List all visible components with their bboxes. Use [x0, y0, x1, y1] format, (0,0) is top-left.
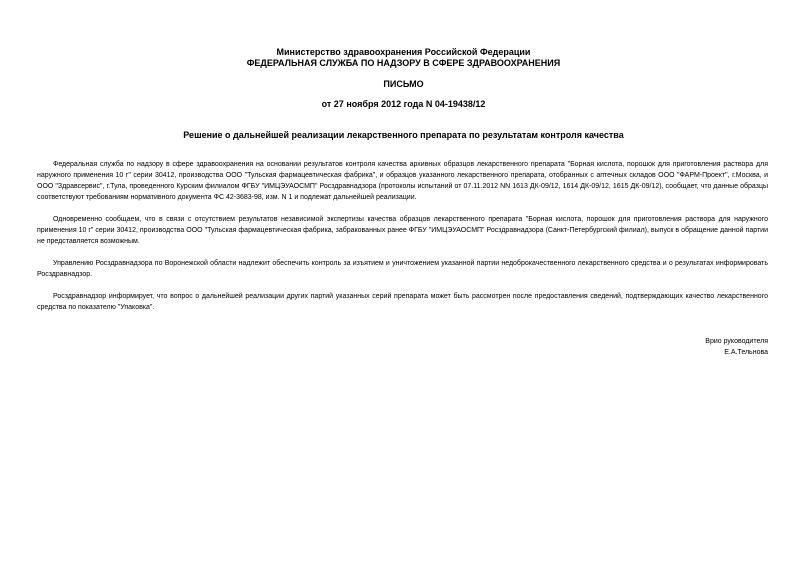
signatory-title: Врио руководителя [705, 338, 768, 345]
paragraph-1: Федеральная служба по надзору в сфере здравоохранения на основании результатов контроля качества архивных образцов лекарственного препарата "Борная кислота, порошок для приготовления раствора для наружного применения 10 г" серии 30412, производства ООО "Тульская фармацевтическая фабрика", и образцов указанного лекарственного препарата, отобранных с аптечных складов ООО "ФАРМ-Проект", г.Москва, и ООО "Здравсервис", г.Тула, проведенного Курским филиалом ФГБУ "ИМЦЭУАОСМП" Росздравнадзора (протоколы испытаний от 07.11.2012 NN 1613 ДК-09/12, 1614 ДК-09/12, 1615 ДК-09/12), сообщает, что данные образцы соответствуют требованиям нормативного документа ФС 42-3683-98, изм. N 1 и подлежат дальнейшей реализации. [37, 161, 768, 201]
agency-name: ФЕДЕРАЛЬНАЯ СЛУЖБА ПО НАДЗОРУ В СФЕРЕ ЗДРАВООХРАНЕНИЯ [246, 58, 561, 68]
document-type: ПИСЬМО [383, 79, 424, 89]
letterhead [0, 47, 807, 69]
paragraph-3: Управлению Росздравнадзора по Воронежской области надлежит обеспечить контроль за изъятием и уничтожением указанной партии недоброкачественного лекарственного средства и о результатах информировать Росздравнадзор. [37, 260, 768, 278]
document-subject: Решение о дальнейшей реализации лекарственного препарата по результатам контроля качества [183, 130, 624, 140]
document-date-number: от 27 ноября 2012 года N 04-19438/12 [321, 99, 486, 109]
signature-block [705, 336, 768, 358]
paragraph-4: Росздравнадзор информирует, что вопрос о дальнейшей реализации других партий указанных серий препарата может быть рассмотрен после предоставления сведений, подтверждающих качество лекарственного средства по показателю "Упаковка". [37, 293, 768, 311]
ministry-name: Министерство здравоохранения Российской Федерации [276, 47, 531, 57]
letter-body [37, 159, 768, 324]
paragraph-2: Одновременно сообщаем, что в связи с отсутствием результатов независимой экспертизы качества образцов лекарственного препарата "Борная кислота, порошок для приготовления раствора для наружного применения 10 г" серии 30412, производства ООО "Тульская фармацевтическая фабрика, забракованных ранее ФГБУ "ИМЦЭУАОСМП" Росздравнадзора (Санкт-Петербургский филиал), выпуск в обращение данной партии не представляется возможным. [37, 216, 768, 245]
signatory-name: Е.А.Тельнова [724, 349, 768, 356]
